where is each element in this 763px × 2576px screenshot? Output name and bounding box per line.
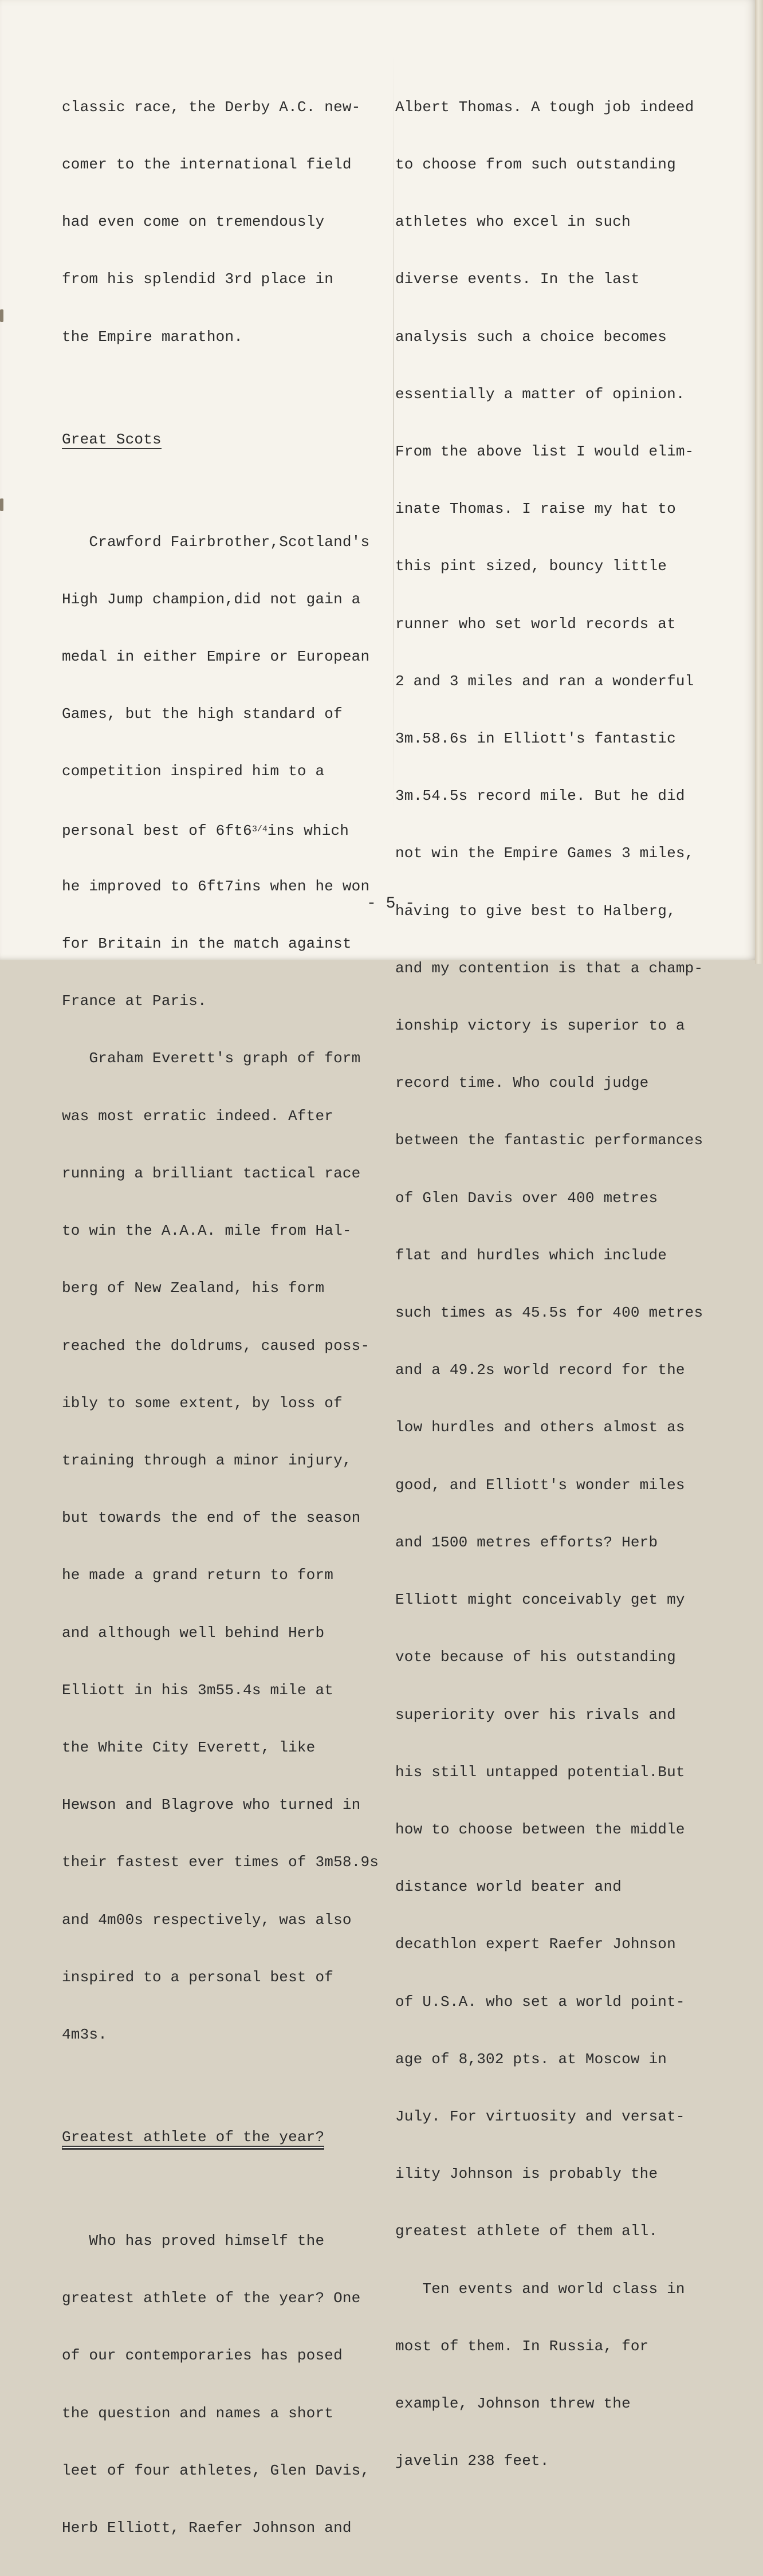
text-line: Ten events and world class in — [395, 2280, 685, 2298]
text-line: essentially a matter of opinion. — [395, 385, 685, 403]
text-line: having to give best to Halberg, — [395, 902, 676, 920]
text-line: his still untapped potential.But — [395, 1763, 685, 1781]
text-line: analysis such a choice becomes — [395, 328, 667, 345]
text-line: this pint sized, bouncy little — [395, 557, 667, 575]
left-column — [62, 60, 379, 2576]
text-line: and a 49.2s world record for the — [395, 1361, 685, 1379]
fold-crease — [393, 52, 394, 814]
text-line: and 1500 metres efforts? Herb — [395, 1533, 658, 1551]
text-fragment: personal best of 6ft6 — [62, 822, 252, 839]
text-line: and although well behind Herb — [62, 1624, 325, 1642]
text-line: of our contemporaries has posed — [62, 2347, 343, 2365]
right-column — [395, 60, 703, 2509]
text-line: record time. Who could judge — [395, 1074, 649, 1092]
text-line: for Britain in the match against — [62, 935, 352, 953]
text-line: 2 and 3 miles and ran a wonderful — [395, 672, 694, 690]
text-line: competition inspired him to a — [62, 763, 325, 780]
text-line: most of them. In Russia, for — [395, 2337, 649, 2355]
page-number: - 5 - — [367, 895, 415, 913]
text-line: to choose from such outstanding — [395, 156, 676, 174]
text-line: superiority over his rivals and — [395, 1706, 676, 1723]
heading-greatest-athlete: Greatest athlete of the year? — [62, 2128, 325, 2146]
text-line: of Glen Davis over 400 metres — [395, 1189, 658, 1207]
text-line: the question and names a short — [62, 2404, 334, 2422]
text-line: had even come on tremendously — [62, 213, 325, 231]
text-line: javelin 238 feet. — [395, 2452, 549, 2470]
text-line: he improved to 6ft7ins when he won — [62, 877, 370, 895]
text-line: their fastest ever times of 3m58.9s — [62, 1854, 379, 1871]
text-line: flat and hurdles which include — [395, 1246, 667, 1264]
text-line: July. For virtuosity and versat- — [395, 2107, 685, 2125]
heading-great-scots: Great Scots — [62, 430, 162, 448]
text-line: Graham Everett's graph of form — [62, 1050, 361, 1067]
text-line: athletes who excel in such — [395, 213, 631, 231]
staple-mark — [0, 498, 3, 511]
text-line: berg of New Zealand, his form — [62, 1279, 325, 1297]
heading-great-scots-line — [62, 430, 379, 449]
text-line: from his splendid 3rd place in — [62, 270, 334, 288]
text-line: inate Thomas. I raise my hat to — [395, 500, 676, 518]
text-line: 3m.58.6s in Elliott's fantastic — [395, 730, 676, 748]
spacer — [62, 2083, 379, 2090]
text-line: such times as 45.5s for 400 metres — [395, 1304, 703, 1322]
spacer — [62, 385, 379, 392]
spacer — [62, 2185, 379, 2193]
text-line: France at Paris. — [62, 992, 207, 1010]
text-line: the White City Everett, like — [62, 1738, 316, 1756]
text-line: Crawford Fairbrother,Scotland's — [62, 533, 370, 551]
text-fragment: ins which — [267, 822, 349, 839]
text-line: of U.S.A. who set a world point- — [395, 1993, 685, 2010]
text-line: Games, but the high standard of — [62, 705, 343, 723]
text-line: the Empire marathon. — [62, 328, 243, 345]
text-line: but towards the end of the season — [62, 1509, 361, 1527]
text-line: From the above list I would elim- — [395, 443, 694, 461]
text-line: good, and Elliott's wonder miles — [395, 1476, 685, 1494]
text-line: not win the Empire Games 3 miles, — [395, 845, 694, 862]
text-line: greatest athlete of the year? One — [62, 2290, 361, 2307]
staple-mark — [0, 309, 3, 322]
text-line: decathlon expert Raefer Johnson — [395, 1935, 676, 1953]
fraction: 3/4 — [251, 824, 268, 834]
text-line-with-fraction — [62, 820, 379, 839]
text-line: Hewson and Blagrove who turned in — [62, 1796, 361, 1814]
text-line: example, Johnson threw the — [395, 2394, 631, 2412]
text-line: inspired to a personal best of — [62, 1968, 334, 1986]
text-line: distance world beater and — [395, 1878, 622, 1896]
text-line: High Jump champion,did not gain a — [62, 590, 361, 608]
text-line: age of 8,302 pts. at Moscow in — [395, 2050, 667, 2068]
text-line: medal in either Empire or European — [62, 648, 370, 666]
spacer — [62, 488, 379, 494]
text-line: reached the doldrums, caused poss- — [62, 1337, 370, 1354]
text-line: runner who set world records at — [395, 615, 676, 633]
text-line: leet of four athletes, Glen Davis, — [62, 2461, 370, 2479]
text-line: how to choose between the middle — [395, 1820, 685, 1838]
text-line: ionship victory is superior to a — [395, 1017, 685, 1035]
text-line: training through a minor injury, — [62, 1451, 352, 1469]
text-line: and my contention is that a champ- — [395, 959, 703, 977]
text-line: and 4m00s respectively, was also — [62, 1911, 352, 1929]
text-line: Who has proved himself the — [62, 2232, 325, 2249]
text-line: classic race, the Derby A.C. new- — [62, 98, 361, 116]
text-line: he made a grand return to form — [62, 1566, 334, 1584]
text-line: to win the A.A.A. mile from Hal- — [62, 1222, 352, 1240]
text-line: Albert Thomas. A tough job indeed — [395, 98, 694, 116]
page-edge — [755, 0, 763, 964]
text-line: 4m3s. — [62, 2025, 108, 2043]
text-line: running a brilliant tactical race — [62, 1164, 361, 1182]
text-line: between the fantastic performances — [395, 1132, 703, 1149]
text-line: greatest athlete of them all. — [395, 2222, 658, 2240]
text-line: Herb Elliott, Raefer Johnson and — [62, 2519, 352, 2536]
heading-greatest-athlete-line — [62, 2128, 379, 2147]
text-line: comer to the international field — [62, 156, 352, 174]
text-line: Elliott in his 3m55.4s mile at — [62, 1681, 334, 1699]
text-line: Elliott might conceivably get my — [395, 1591, 685, 1609]
text-line: 3m.54.5s record mile. But he did — [395, 787, 685, 805]
text-line: diverse events. In the last — [395, 270, 640, 288]
text-line: ility Johnson is probably the — [395, 2165, 658, 2183]
text-line: ibly to some extent, by loss of — [62, 1394, 343, 1412]
text-line: low hurdles and others almost as — [395, 1419, 685, 1436]
text-line: vote because of his outstanding — [395, 1648, 676, 1666]
text-line: was most erratic indeed. After — [62, 1107, 334, 1125]
